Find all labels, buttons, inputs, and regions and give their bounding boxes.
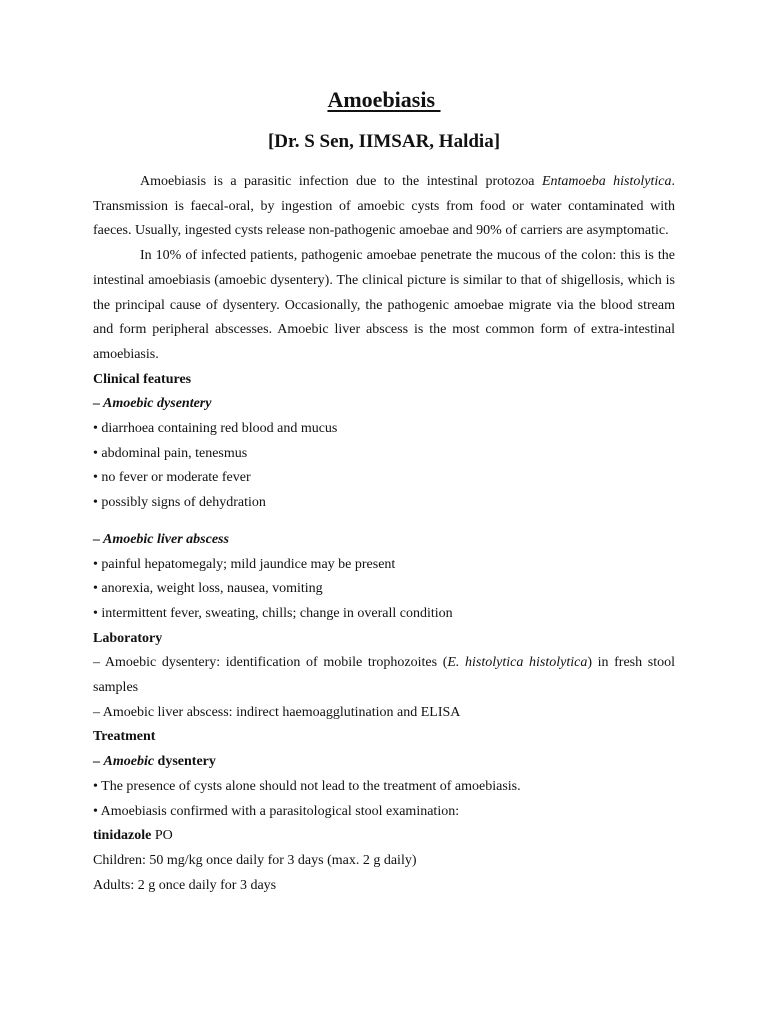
intro-paragraph-1: Amoebiasis is a parasitic infection due to the intestinal protozoa Entamoeba histolytica. Transmission is faecal-oral, by ingestion of amoebic cysts from food or water contaminated with faeces. Usually, ingested cysts release non-pathogenic amoebae and 90% of carriers are asymptomatic. bbox=[93, 174, 675, 239]
dosage-children: Children: 50 mg/kg once daily for 3 days (max. 2 g daily) bbox=[93, 852, 417, 868]
dosage-adults: Adults: 2 g once daily for 3 days bbox=[93, 877, 277, 893]
section-heading-treatment: Treatment bbox=[93, 729, 156, 745]
list-item: • intermittent fever, sweating, chills; change in overall condition bbox=[93, 605, 453, 621]
laboratory-dysentery: – Amoebic dysentery: identification of mobile trophozoites (E. histolytica histolytica) in fresh stool samples bbox=[93, 655, 675, 696]
list-item: • no fever or moderate fever bbox=[93, 470, 251, 486]
document-author: [Dr. S Sen, IIMSAR, Haldia] bbox=[267, 131, 501, 152]
list-item: • The presence of cysts alone should not lead to the treatment of amoebiasis. bbox=[93, 778, 521, 794]
list-item: • diarrhoea containing red blood and mucus bbox=[93, 421, 338, 437]
subheading-amoebic-dysentery: – Amoebic dysentery bbox=[93, 396, 212, 412]
list-item: • possibly signs of dehydration bbox=[93, 495, 266, 511]
section-heading-laboratory: Laboratory bbox=[93, 630, 163, 646]
subheading-amoebic-liver-abscess: – Amoebic liver abscess bbox=[93, 531, 229, 547]
document-title: Amoebiasis bbox=[327, 87, 441, 112]
species-name: Entamoeba histolytica bbox=[541, 174, 672, 189]
list-item: • anorexia, weight loss, nausea, vomiting bbox=[93, 581, 323, 597]
intro-paragraph-2: In 10% of infected patients, pathogenic amoebae penetrate the mucous of the colon: this is the intestinal amoebiasis (amoebic dysentery). The clinical picture is similar to that of shigellosis, which is the principal cause of dysentery. Occasionally, the pathogenic amoebae migrate via the blood stream and form peripheral abscesses. Amoebic liver abscess is the most common form of extra-intestinal amoebiasis. bbox=[93, 248, 675, 362]
list-item: • abdominal pain, tenesmus bbox=[93, 445, 248, 461]
list-item: • painful hepatomegaly; mild jaundice may be present bbox=[93, 556, 396, 572]
laboratory-liver-abscess: – Amoebic liver abscess: indirect haemoagglutination and ELISA bbox=[93, 704, 461, 720]
drug-line: tinidazole PO bbox=[93, 828, 173, 844]
species-name: E. histolytica histolytica bbox=[447, 655, 588, 671]
document-body bbox=[93, 170, 675, 898]
subheading-treatment-dysentery: – Amoebic dysentery bbox=[93, 754, 216, 770]
section-heading-clinical: Clinical features bbox=[93, 371, 192, 387]
list-item: • Amoebiasis confirmed with a parasitological stool examination: bbox=[93, 803, 460, 819]
drug-name: tinidazole bbox=[93, 828, 152, 844]
